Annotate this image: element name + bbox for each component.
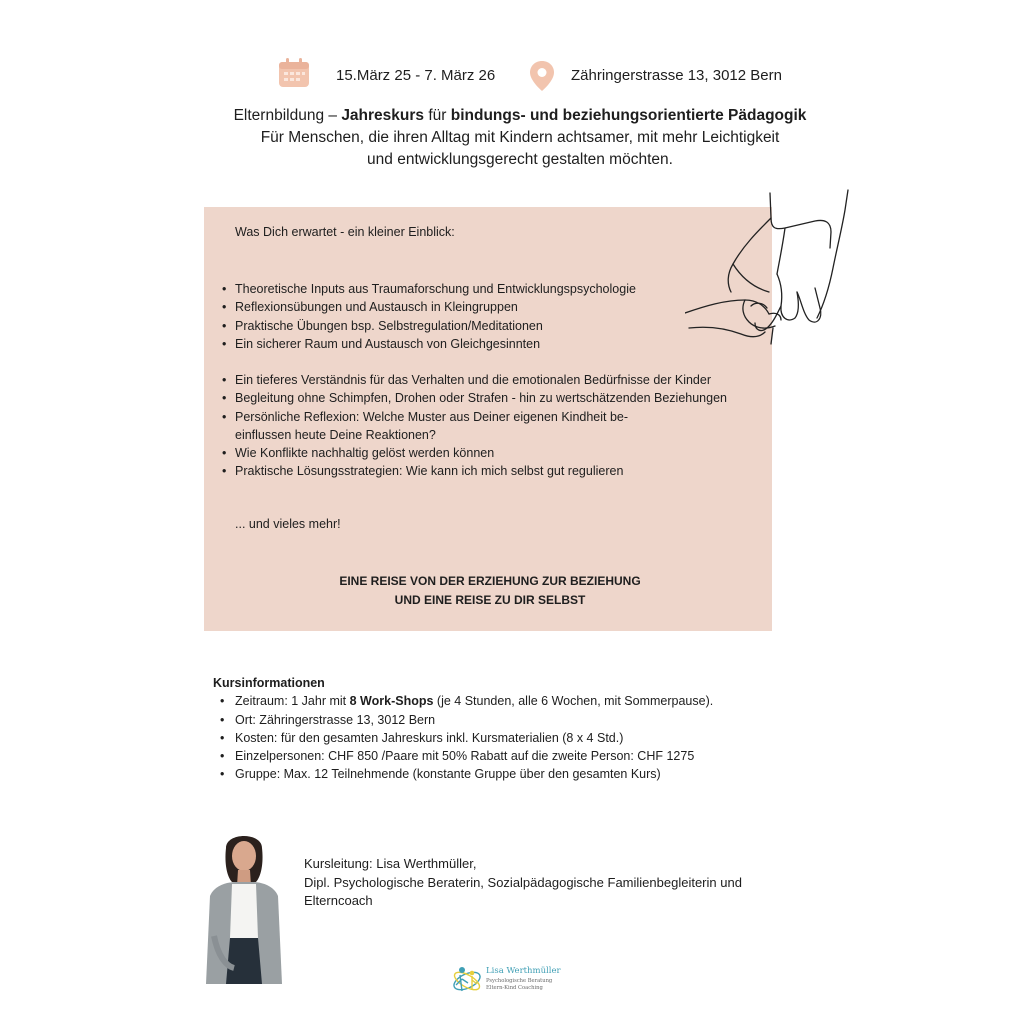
- logo-subtitle-2: Eltern-Kind Coaching: [486, 984, 543, 991]
- list-item: • Praktische Übungen bsp. Selbstregulation/Meditationen: [222, 317, 742, 335]
- logo-subtitle-1: Psychologische Beratung: [486, 978, 553, 984]
- course-leader-qualification: Dipl. Psychologische Beraterin, Sozialpädagogische Familienbegleiterin und: [304, 874, 742, 890]
- list-item: • Begleitung ohne Schimpfen, Drohen oder Strafen - hin zu wertschätzenden Beziehungen: [222, 389, 742, 407]
- list-item: • Gruppe: Max. 12 Teilnehmende (konstante Gruppe über den gesamten Kurs): [213, 765, 913, 783]
- intro-connector: für: [424, 107, 451, 124]
- intro-line-3: und entwicklungsgerecht gestalten möchten.: [367, 151, 673, 168]
- list-item: • Ort: Zähringerstrasse 13, 3012 Bern: [213, 711, 913, 729]
- logo-name: Lisa Werthmüller: [486, 966, 561, 976]
- course-info: [213, 674, 913, 784]
- intro-course-type: Jahreskurs: [341, 107, 425, 124]
- course-info-title: Kursinformationen: [213, 676, 325, 690]
- list-item: • Ein tieferes Verständnis für das Verhalten und die emotionalen Bedürfnisse der Kinder: [222, 371, 742, 389]
- course-info-list: [213, 692, 913, 783]
- family-logo-icon: [450, 961, 484, 1001]
- slogan: [204, 572, 776, 609]
- holding-hands-illustration: [685, 188, 855, 353]
- list-item: • Persönliche Reflexion: Welche Muster aus Deiner eigenen Kindheit be-einflussen heute Deine Reaktionen?: [222, 408, 675, 445]
- period-suffix: (je 4 Stunden, alle 6 Wochen, mit Sommerpause).: [433, 694, 714, 709]
- intro-line-1: [150, 105, 890, 127]
- course-leader: [304, 855, 824, 911]
- list-item: • Reflexionsübungen und Austausch in Kleingruppen: [222, 298, 742, 316]
- list-item: • Einzelpersonen: CHF 850 /Paare mit 50% Rabatt auf die zweite Person: CHF 1275: [213, 747, 913, 765]
- list-item: • Kosten: für den gesamten Jahreskurs inkl. Kursmaterialien (8 x 4 Std.): [213, 729, 913, 747]
- period-prefix: Zeitraum: 1 Jahr mit: [235, 694, 350, 709]
- event-date: 15.März 25 - 7. März 26: [336, 67, 496, 84]
- course-leader-role: Elterncoach: [304, 893, 373, 908]
- more-text: ... und vieles mehr!: [235, 517, 341, 531]
- list-item: • Theoretische Inputs aus Traumaforschung und Entwicklungspsychologie: [222, 280, 742, 298]
- course-leader-name: Kursleitung: Lisa Werthmüller,: [304, 856, 477, 871]
- slogan-line-1: EINE REISE VON DER ERZIEHUNG ZUR BEZIEHUNG: [339, 574, 641, 588]
- intro-text: [150, 105, 890, 171]
- intro-prefix: Elternbildung –: [233, 107, 342, 124]
- workshop-count: 8 Work-Shops: [349, 694, 434, 709]
- list-item: [213, 692, 913, 710]
- logo-subtitle: [486, 978, 552, 991]
- intro-line-2: Für Menschen, die ihren Alltag mit Kindern achtsamer, mit mehr Leichtigkeit: [260, 129, 780, 146]
- calendar-icon: [278, 58, 310, 88]
- intro-course-topic: bindungs- und beziehungsorientierte Pädagogik: [450, 107, 807, 124]
- slogan-line-2: UND EINE REISE ZU DIR SELBST: [394, 592, 586, 607]
- list-item: • Ein sicherer Raum und Austausch von Gleichgesinnten: [222, 335, 742, 353]
- course-leader-photo: [204, 826, 284, 984]
- expectations-list-2: [222, 371, 742, 481]
- location-pin-icon: [529, 60, 555, 92]
- event-address: Zähringerstrasse 13, 3012 Bern: [571, 67, 782, 84]
- expectations-list-1: [222, 280, 742, 353]
- brand-logo: [450, 961, 570, 1001]
- expectations-heading: Was Dich erwartet - ein kleiner Einblick:: [235, 225, 455, 239]
- list-item: • Praktische Lösungsstrategien: Wie kann ich mich selbst gut regulieren: [222, 462, 742, 480]
- list-item: • Wie Konflikte nachhaltig gelöst werden können: [222, 444, 742, 462]
